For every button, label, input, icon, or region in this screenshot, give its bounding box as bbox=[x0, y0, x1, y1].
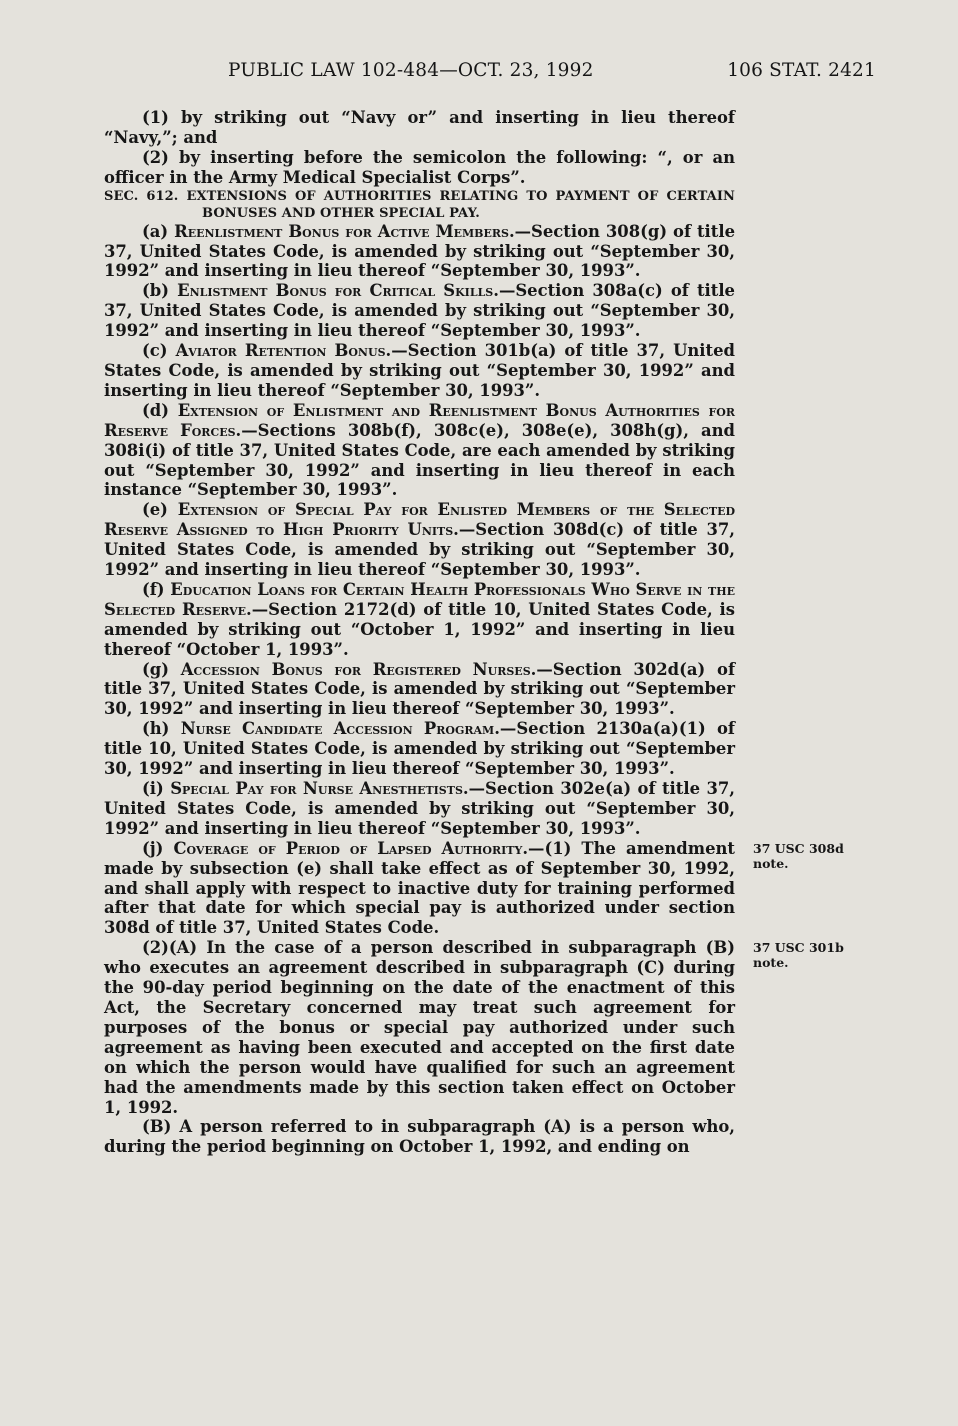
margin-note-37-usc-301b: 37 USC 301b note. bbox=[753, 940, 844, 971]
paragraph-f-label: (f) bbox=[142, 579, 165, 599]
paragraph-f-caption: Education Loans for Certain Health Professionals Who Serve in the Selected Reserve. bbox=[104, 579, 735, 619]
paragraph-j-2-a: (2)(A) In the case of a person described in subparagraph (B) who executes an agreement described in subparagraph (C) during the 90-day period beginning on the date of the enactment of this Act, the Secretary concerned may treat such agreement for purposes of the bonus or special pay authorized under such agreement as having been executed and accepted on the first date on which the person would have qualified for such an agreement had the amendments made by this section taken effect on October 1, 1992. bbox=[104, 938, 735, 1117]
paragraph-e-caption: Extension of Special Pay for Enlisted Members of the Selected Reserve Assigned to High Priority Units. bbox=[104, 500, 735, 540]
paragraph-e bbox=[104, 500, 735, 580]
paragraph-c-text: —Section 301b(a) of title 37, United States Code, is amended by striking out “September 30, 1992” and inserting in lieu thereof “September 30, 1993”. bbox=[104, 341, 735, 400]
paragraph-c bbox=[104, 341, 735, 401]
page-header bbox=[228, 60, 876, 88]
running-head: PUBLIC LAW 102-484—OCT. 23, 1992 bbox=[228, 60, 594, 81]
paragraph-c-caption: Aviator Retention Bonus. bbox=[175, 341, 392, 361]
margin-note-37-usc-308d: 37 USC 308d note. bbox=[753, 840, 844, 871]
section-heading: SEC. 612. EXTENSIONS OF AUTHORITIES RELATING TO PAYMENT OF CERTAIN BONUSES AND OTHER SPECIAL PAY. bbox=[104, 188, 735, 221]
paragraph-d-caption: Extension of Enlistment and Reenlistment Bonus Authorities for Reserve Forces. bbox=[104, 400, 735, 440]
paragraph-i bbox=[104, 779, 735, 839]
intro-item-1: (1) by striking out “Navy or” and inserting in lieu thereof “Navy,”; and bbox=[104, 108, 735, 147]
paragraph-g-text: —Section 302d(a) of title 37, United States Code, is amended by striking out “September 30, 1992” and inserting in lieu thereof “September 30, 1993”. bbox=[104, 659, 736, 719]
paragraph-j-text: —(1) The amendment made by subsection (e) shall take effect as of September 30, 1992, and shall apply with respect to inactive duty for training performed after that date for which special pay is authorized under section 308d of title 37, United States Code. bbox=[104, 838, 735, 938]
paragraph-h-label: (h) bbox=[142, 719, 170, 739]
paragraph-a-label: (a) bbox=[142, 221, 169, 241]
paragraph-f bbox=[104, 580, 735, 660]
paragraph-i-caption: Special Pay for Nurse Anesthetists. bbox=[170, 779, 469, 798]
paragraph-b-caption: Enlistment Bonus for Critical Skills. bbox=[177, 281, 499, 301]
paragraph-d-text: —Sections 308b(f), 308c(e), 308e(e), 308h(g), and 308i(i) of title 37, United States Code, are each amended by striking out “September 30, 1992” and inserting in lieu thereof in each instance “September 30, 1993”. bbox=[104, 420, 735, 500]
paragraph-j bbox=[104, 839, 735, 939]
intro-item-2: (2) by inserting before the semicolon the following: “, or an officer in the Army Medical Specialist Corps”. bbox=[104, 147, 735, 187]
paragraph-a bbox=[104, 222, 735, 282]
paragraph-b bbox=[104, 281, 735, 341]
paragraph-f-text: —Section 2172(d) of title 10, United States Code, is amended by striking out “October 1, 1992” and inserting in lieu thereof “October 1, 1993”. bbox=[104, 599, 735, 659]
paragraph-h-caption: Nurse Candidate Accession Program. bbox=[180, 719, 500, 739]
paragraph-a-text: —Section 308(g) of title 37, United States Code, is amended by striking out “September 30, 1992” and inserting in lieu thereof “September 30, 1993”. bbox=[104, 221, 735, 281]
paragraph-b-label: (b) bbox=[142, 281, 169, 301]
paragraph-e-text: —Section 308d(c) of title 37, United States Code, is amended by striking out “September 30, 1992” and inserting in lieu thereof “September 30, 1993”. bbox=[104, 520, 736, 580]
paragraph-g-label: (g) bbox=[142, 659, 169, 679]
paragraph-j-caption: Coverage of Period of Lapsed Authority. bbox=[173, 838, 529, 858]
paragraph-i-text: —Section 302e(a) of title 37, United States Code, is amended by striking out “September 30, 1992” and inserting in lieu thereof “September 30, 1993”. bbox=[104, 779, 735, 838]
stat-page-number: 106 STAT. 2421 bbox=[727, 60, 876, 81]
paragraph-h-text: —Section 2130a(a)(1) of title 10, United States Code, is amended by striking out “September 30, 1992” and inserting in lieu thereof “September 30, 1993”. bbox=[104, 719, 735, 779]
paragraph-d bbox=[104, 401, 735, 501]
paragraph-g bbox=[104, 660, 735, 720]
paragraph-e-label: (e) bbox=[142, 500, 168, 520]
document-body bbox=[104, 108, 735, 1157]
paragraph-d-label: (d) bbox=[142, 400, 169, 420]
paragraph-j-2-b: (B) A person referred to in subparagraph (A) is a person who, during the period beginning on October 1, 1992, and ending on bbox=[104, 1117, 735, 1157]
paragraph-j-label: (j) bbox=[142, 838, 164, 858]
paragraph-a-caption: Reenlistment Bonus for Active Members. bbox=[174, 221, 515, 241]
paragraph-c-label: (c) bbox=[142, 341, 168, 361]
paragraph-h bbox=[104, 719, 735, 779]
paragraph-g-caption: Accession Bonus for Registered Nurses. bbox=[180, 659, 537, 679]
paragraph-b-text: —Section 308a(c) of title 37, United States Code, is amended by striking out “September 30, 1992” and inserting in lieu thereof “September 30, 1993”. bbox=[104, 281, 735, 341]
paragraph-i-label: (i) bbox=[142, 779, 164, 798]
